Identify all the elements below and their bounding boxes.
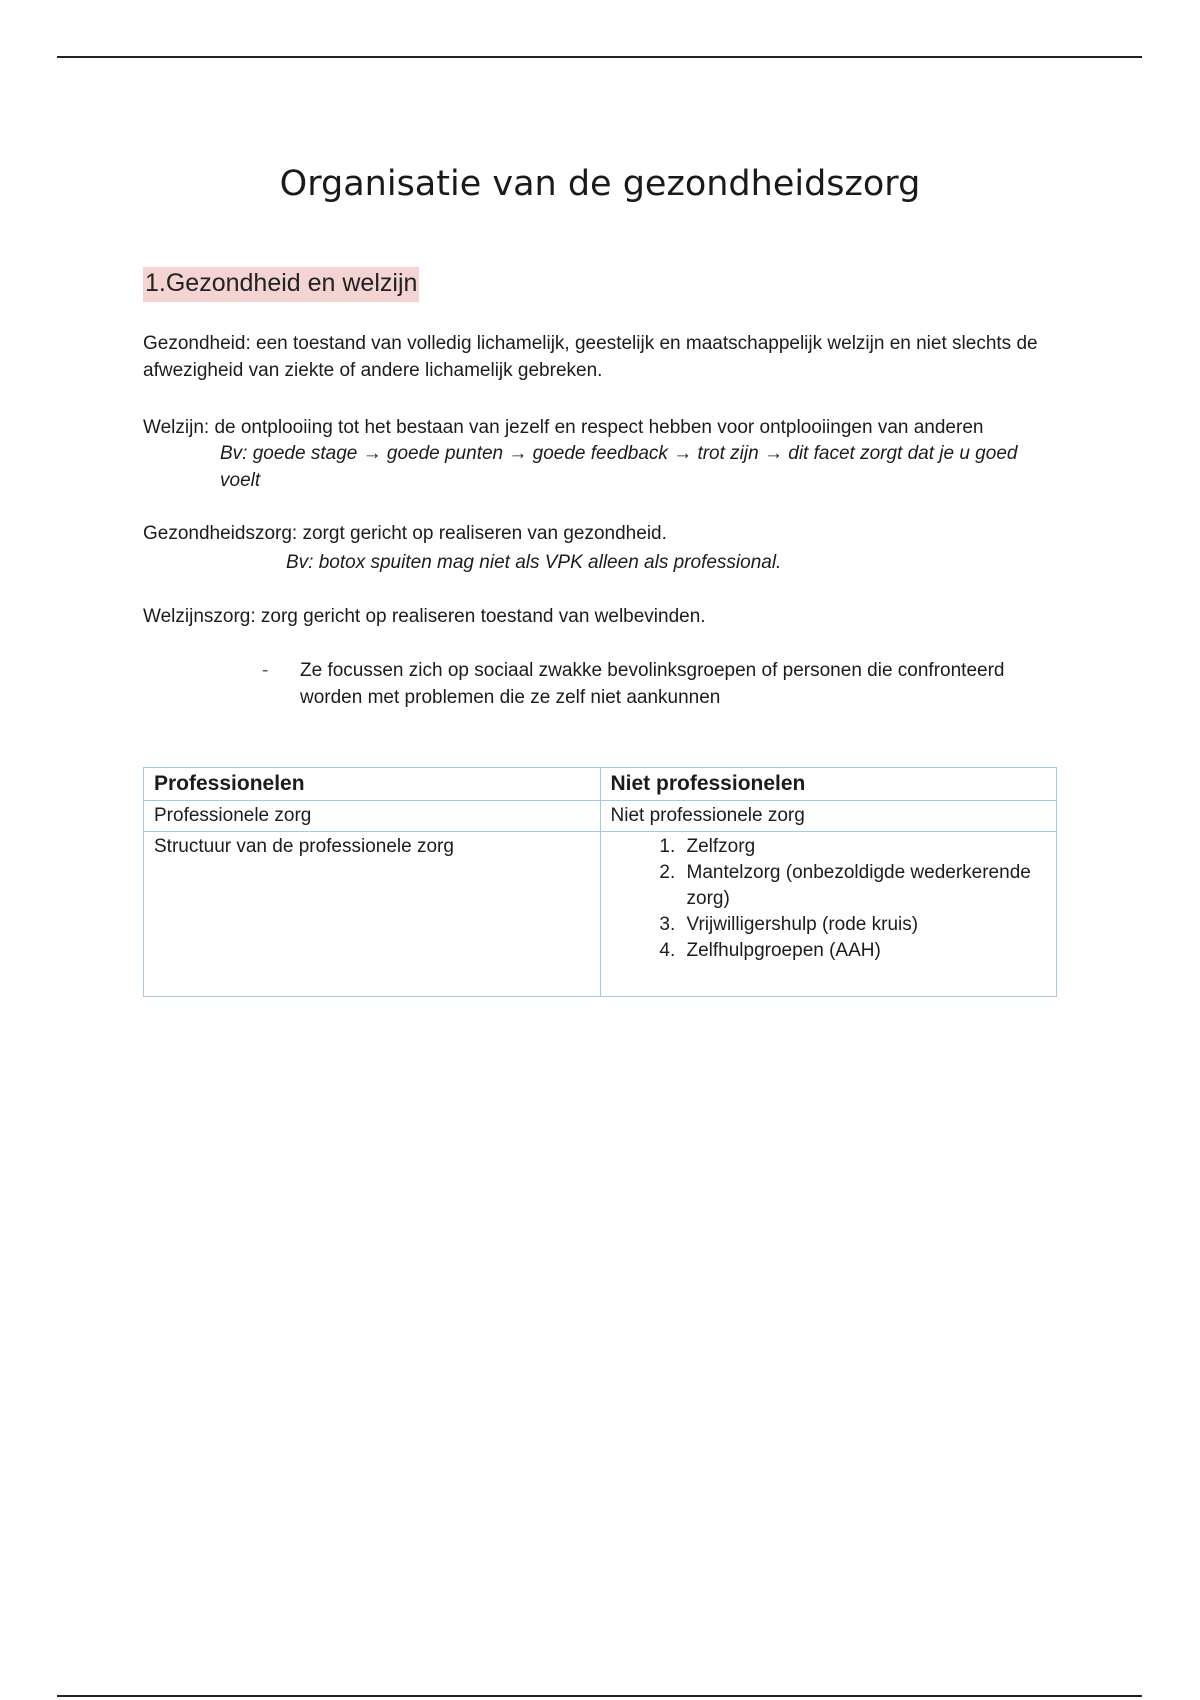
bullet-text: Ze focussen zich op sociaal zwakke bevolinksgroepen of personen die confronteerd worden met problemen die ze zelf niet aankunnen	[300, 660, 1005, 708]
top-rule	[57, 56, 1142, 58]
paragraph-gezondheid: Gezondheid: een toestand van volledig lichamelijk, geestelijk en maatschappelijk welzijn en niet slechts de afwezigheid van ziekte of andere lichamelijk gebreken.	[143, 333, 1038, 381]
example-welzijn: Bv: goede stage → goede punten → goede feedback → trot zijn → dit facet zorgt dat je u goed voelt	[220, 443, 1018, 491]
table-row	[144, 801, 1057, 832]
list-item: 2. Mantelzorg (onbezoldigde wederkerende zorg)	[681, 860, 1047, 912]
table-header-row	[144, 768, 1057, 801]
care-table	[143, 767, 1057, 997]
page-title: Organisatie van de gezondheidszorg	[279, 164, 921, 204]
paragraph-welzijn: Welzijn: de ontplooiing tot het bestaan van jezelf en respect hebben voor ontplooiingen van anderen	[143, 417, 984, 438]
table-header-niet-professionelen: Niet professionelen	[600, 768, 1057, 801]
bottom-rule	[57, 1695, 1142, 1697]
table-row	[144, 832, 1057, 997]
table-cell: Professionele zorg	[144, 801, 601, 832]
section-heading: 1.Gezondheid en welzijn	[143, 267, 419, 302]
niet-professionele-zorg-list	[611, 834, 1047, 964]
table-cell-list	[600, 832, 1057, 997]
example-gezondheidszorg: Bv: botox spuiten mag niet als VPK alleen als professional.	[286, 552, 782, 573]
list-item: 4. Zelfhulpgroepen (AAH)	[681, 938, 1047, 964]
list-item: 3. Vrijwilligershulp (rode kruis)	[681, 912, 1047, 938]
list-item: 1. Zelfzorg	[681, 834, 1047, 860]
table-cell: Niet professionele zorg	[600, 801, 1057, 832]
paragraph-gezondheidszorg: Gezondheidszorg: zorgt gericht op realiseren van gezondheid.	[143, 523, 667, 544]
paragraph-welzijnszorg: Welzijnszorg: zorg gericht op realiseren toestand van welbevinden.	[143, 606, 706, 627]
table-cell: Structuur van de professionele zorg	[144, 832, 601, 997]
bullet-marker: -	[262, 660, 269, 681]
table-header-professionelen: Professionelen	[144, 768, 601, 801]
